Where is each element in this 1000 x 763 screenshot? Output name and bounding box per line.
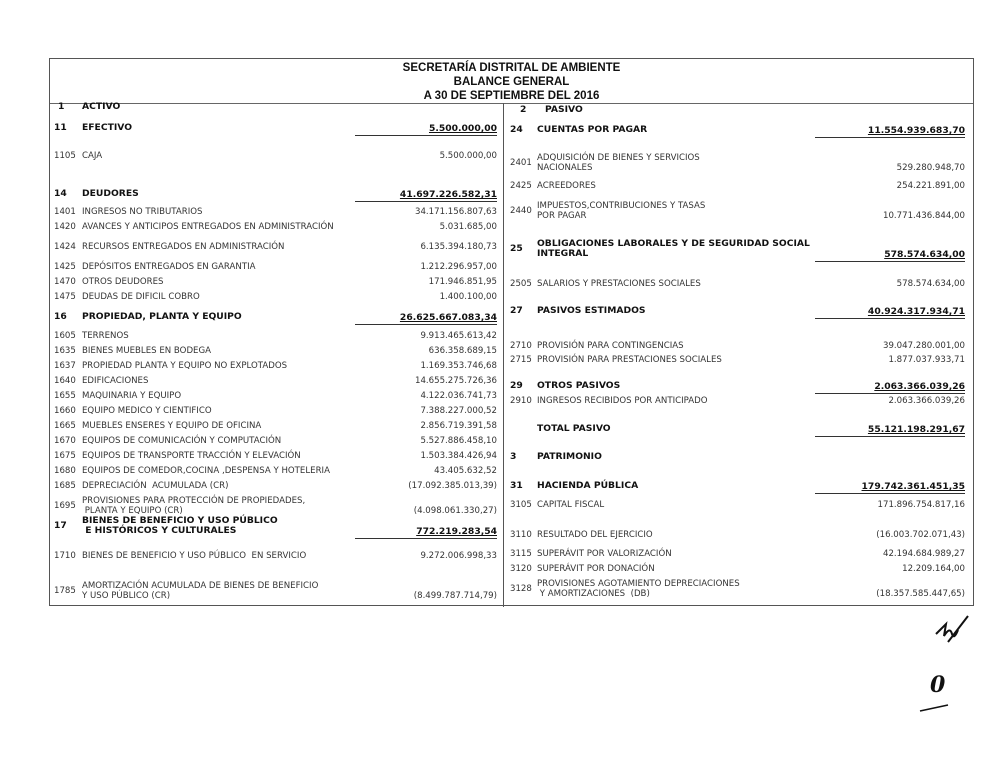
label-line: EQUIPOS DE COMEDOR,COCINA ,DESPENSA Y HOTELERIA [82,466,330,476]
label-line: DEPÓSITOS ENTREGADOS EN GARANTIA [82,262,256,272]
account-label [82,331,129,341]
label-line: EQUIPOS DE TRANSPORTE TRACCIÓN Y ELEVACIÓN [82,451,301,461]
report-date: A 30 DE SEPTIEMBRE DEL 2016 [423,90,600,102]
account-label [537,579,740,599]
label-line: AMORTIZACIÓN ACUMULADA DE BIENES DE BENEFICIO [82,581,319,591]
label-line: E HISTÓRICOS Y CULTURALES [82,525,237,536]
account-amount: 34.171.156.807,63 [414,207,497,217]
page-number-mark [918,672,958,717]
report-title: BALANCE GENERAL [453,76,570,88]
label-line: PLANTA Y EQUIPO (CR) [82,506,183,516]
label-line: RESULTADO DEL EJERCICIO [537,530,653,540]
account-code: 1670 [54,436,76,446]
label-line: Y AMORTIZACIONES (DB) [537,589,650,599]
account-code: 1470 [54,277,76,287]
account-amount: 12.209.164,00 [902,564,965,574]
account-code: 1424 [54,242,76,252]
group-total: 179.742.361.451,35 [815,481,965,494]
label-line: POR PAGAR [537,211,587,221]
account-label [537,306,646,316]
account-label [537,500,604,510]
label-line: OTROS DEUDORES [82,277,164,287]
label-line: OBLIGACIONES LABORALES Y DE SEGURIDAD SOCIAL [537,238,810,249]
label-line: IMPUESTOS,CONTRIBUCIONES Y TASAS [537,201,706,211]
label-line: INGRESOS NO TRIBUTARIOS [82,207,203,217]
label-line: SUPERÁVIT POR VALORIZACIÓN [537,549,672,559]
group-total: 26.625.667.083,34 [355,312,497,325]
account-code: 1475 [54,292,76,302]
account-amount: 2.063.366.039,26 [888,396,965,406]
account-code: 1680 [54,466,76,476]
account-code: 1425 [54,262,76,272]
label-line: PROVISIONES AGOTAMIENTO DEPRECIACIONES [537,579,740,589]
group-total: 40.924.317.934,71 [815,306,965,319]
account-label [537,549,672,559]
account-label [82,346,211,356]
group-total: 55.121.198.291,67 [815,424,965,437]
account-code: 3115 [510,549,532,559]
account-amount: (8.499.787.714,79) [413,591,497,601]
account-amount: 5.500.000,00 [439,151,497,161]
title-block [50,59,973,107]
label-line: INTEGRAL [537,248,589,259]
account-label [537,564,655,574]
account-amount: 1.503.384.426,94 [420,451,497,461]
account-code: 14 [54,188,67,199]
account-code: 1605 [54,331,76,341]
account-code: 16 [54,311,67,322]
account-amount: (4.098.061.330,27) [413,506,497,516]
account-label [82,292,200,302]
account-amount: 1.400.100,00 [439,292,497,302]
account-amount: 39.047.280.001,00 [882,341,965,351]
account-amount: 7.388.227.000,52 [420,406,497,416]
group-total: 578.574.634,00 [815,249,965,262]
label-line: BIENES MUEBLES EN BODEGA [82,346,212,356]
account-amount: 254.221.891,00 [896,181,965,191]
account-amount: 43.405.632,52 [434,466,497,476]
account-code: 1710 [54,551,76,561]
label-line: EQUIPO MEDICO Y CIENTIFICO [82,406,212,416]
account-code: 1675 [54,451,76,461]
account-amount: 529.280.948,70 [896,163,965,173]
account-code: 3110 [510,530,532,540]
account-label [537,201,705,221]
account-label [537,530,653,540]
account-code: 1635 [54,346,76,356]
account-code: 27 [510,305,523,316]
label-line: CAPITAL FISCAL [537,500,605,510]
account-amount: 4.122.036.741,73 [420,391,497,401]
account-code: 1420 [54,222,76,232]
account-amount: 6.135.394.180,73 [420,242,497,252]
account-amount: 578.574.634,00 [896,279,965,289]
label-line: DEPRECIACIÓN ACUMULADA (CR) [82,481,229,491]
label-line: PROVISIÓN PARA CONTINGENCIAS [537,341,684,351]
label-line: HACIENDA PÚBLICA [537,480,639,491]
account-amount: 636.358.689,15 [428,346,497,356]
account-code: 17 [54,520,67,531]
label-line: EFECTIVO [82,122,133,133]
label-line: PASIVOS ESTIMADOS [537,305,646,316]
account-label [537,153,700,173]
account-label [82,242,284,252]
label-line: EDIFICACIONES [82,376,149,386]
account-amount: 1.169.353.746,68 [420,361,497,371]
account-code: 1685 [54,481,76,491]
account-code: 2401 [510,158,532,168]
class-code: 1 [58,101,65,112]
label-line: BIENES DE BENEFICIO Y USO PÚBLICO [82,515,278,526]
account-amount: 10.771.436.844,00 [882,211,965,221]
account-code: 1665 [54,421,76,431]
account-label [82,151,102,161]
account-label [537,125,647,135]
page-number: 0 [930,672,946,698]
account-amount: (17.092.385.013,39) [408,481,497,491]
group-total: 2.063.366.039,26 [815,381,965,394]
label-line: AVANCES Y ANTICIPOS ENTREGADOS EN ADMINISTRACIÓN [82,222,334,232]
account-code: 29 [510,380,523,391]
account-label [537,239,810,259]
account-code: 2710 [510,341,532,351]
underline-stroke [918,703,958,713]
account-label [537,452,602,462]
account-amount: 5.527.886.458,10 [420,436,497,446]
account-label [537,396,708,406]
account-label [82,421,261,431]
account-code: 1695 [54,501,76,511]
label-line: Y USO PÚBLICO (CR) [82,591,171,601]
account-label [82,207,202,217]
account-label [82,451,301,461]
label-line: INGRESOS RECIBIDOS POR ANTICIPADO [537,396,708,406]
account-label [82,189,139,199]
label-line: PROPIEDAD PLANTA Y EQUIPO NO EXPLOTADOS [82,361,288,371]
group-total: 41.697.226.582,31 [355,189,497,202]
account-code: 2440 [510,206,532,216]
class-label: PASIVO [545,104,583,115]
label-line: MUEBLES ENSERES Y EQUIPO DE OFICINA [82,421,262,431]
account-amount: 1.212.296.957,00 [420,262,497,272]
group-total: 5.500.000,00 [355,123,497,136]
account-amount: 14.655.275.726,36 [414,376,497,386]
label-line: NACIONALES [537,163,593,173]
label-line: ADQUISICIÓN DE BIENES Y SERVICIOS [537,153,700,163]
account-code: 2425 [510,181,532,191]
account-label [82,391,181,401]
account-label [82,551,306,561]
account-amount: 9.913.465.613,42 [420,331,497,341]
account-label [82,123,132,133]
account-label [82,481,228,491]
account-code: 2505 [510,279,532,289]
account-label [537,355,722,365]
account-label [82,406,212,416]
account-amount: (18.357.585.447,65) [876,589,965,599]
group-total: 11.554.939.683,70 [815,125,965,138]
account-code: 1401 [54,207,76,217]
label-line: SUPERÁVIT POR DONACIÓN [537,564,655,574]
label-line: RECURSOS ENTREGADOS EN ADMINISTRACIÓN [82,242,285,252]
account-code: 3120 [510,564,532,574]
label-line: PROVISIÓN PARA PRESTACIONES SOCIALES [537,355,722,365]
account-code: 1105 [54,151,76,161]
group-total: 772.219.283,54 [355,526,497,539]
label-line: DEUDAS DE DIFICIL COBRO [82,292,200,302]
label-line: BIENES DE BENEFICIO Y USO PÚBLICO EN SERVICIO [82,551,307,561]
account-label [82,466,330,476]
account-label [82,222,334,232]
account-code: 3 [510,451,517,462]
account-code: 2910 [510,396,532,406]
label-line: PROPIEDAD, PLANTA Y EQUIPO [82,311,242,322]
account-code: 3105 [510,500,532,510]
title-rule [50,103,973,104]
label-line: SALARIOS Y PRESTACIONES SOCIALES [537,279,701,289]
account-label [537,481,638,491]
account-amount: 5.031.685,00 [439,222,497,232]
account-label [82,516,278,536]
class-code: 2 [520,104,527,115]
account-amount: 9.272.006.998,33 [420,551,497,561]
label-line: OTROS PASIVOS [537,380,621,391]
account-code: 1785 [54,586,76,596]
account-code: 1640 [54,376,76,386]
column-divider [503,103,504,607]
label-line: ACREEDORES [537,181,596,191]
account-label [537,424,611,434]
account-amount: 1.877.037.933,71 [888,355,965,365]
account-label [82,496,305,516]
label-line: TERRENOS [82,331,129,341]
label-line: CAJA [82,151,103,161]
account-amount: 171.946.851,95 [428,277,497,287]
account-label [82,436,281,446]
account-label [82,361,287,371]
label-line: TOTAL PASIVO [537,423,611,434]
account-code: 11 [54,122,67,133]
account-label [537,341,684,351]
signature-mark [932,612,972,648]
label-line: CUENTAS POR PAGAR [537,124,648,135]
balance-sheet [49,58,974,606]
account-amount: 42.194.684.989,27 [882,549,965,559]
account-label [82,312,242,322]
class-label: ACTIVO [82,101,121,112]
account-label [537,381,620,391]
account-amount: 2.856.719.391,58 [420,421,497,431]
account-code: 1637 [54,361,76,371]
account-code: 25 [510,243,523,254]
label-line: DEUDORES [82,188,139,199]
label-line: PATRIMONIO [537,451,602,462]
label-line: MAQUINARIA Y EQUIPO [82,391,182,401]
account-code: 1660 [54,406,76,416]
account-label [82,262,256,272]
label-line: PROVISIONES PARA PROTECCIÓN DE PROPIEDADES, [82,496,306,506]
account-amount: (16.003.702.071,43) [876,530,965,540]
account-label [82,581,318,601]
account-label [537,181,596,191]
account-code: 1655 [54,391,76,401]
account-label [82,277,164,287]
account-code: 24 [510,124,523,135]
account-code: 2715 [510,355,532,365]
account-code: 31 [510,480,523,491]
account-label [82,376,148,386]
account-code: 3128 [510,584,532,594]
entity-name: SECRETARÍA DISTRITAL DE AMBIENTE [402,62,621,74]
account-label [537,279,701,289]
label-line: EQUIPOS DE COMUNICACIÓN Y COMPUTACIÓN [82,436,282,446]
account-amount: 171.896.754.817,16 [877,500,965,510]
